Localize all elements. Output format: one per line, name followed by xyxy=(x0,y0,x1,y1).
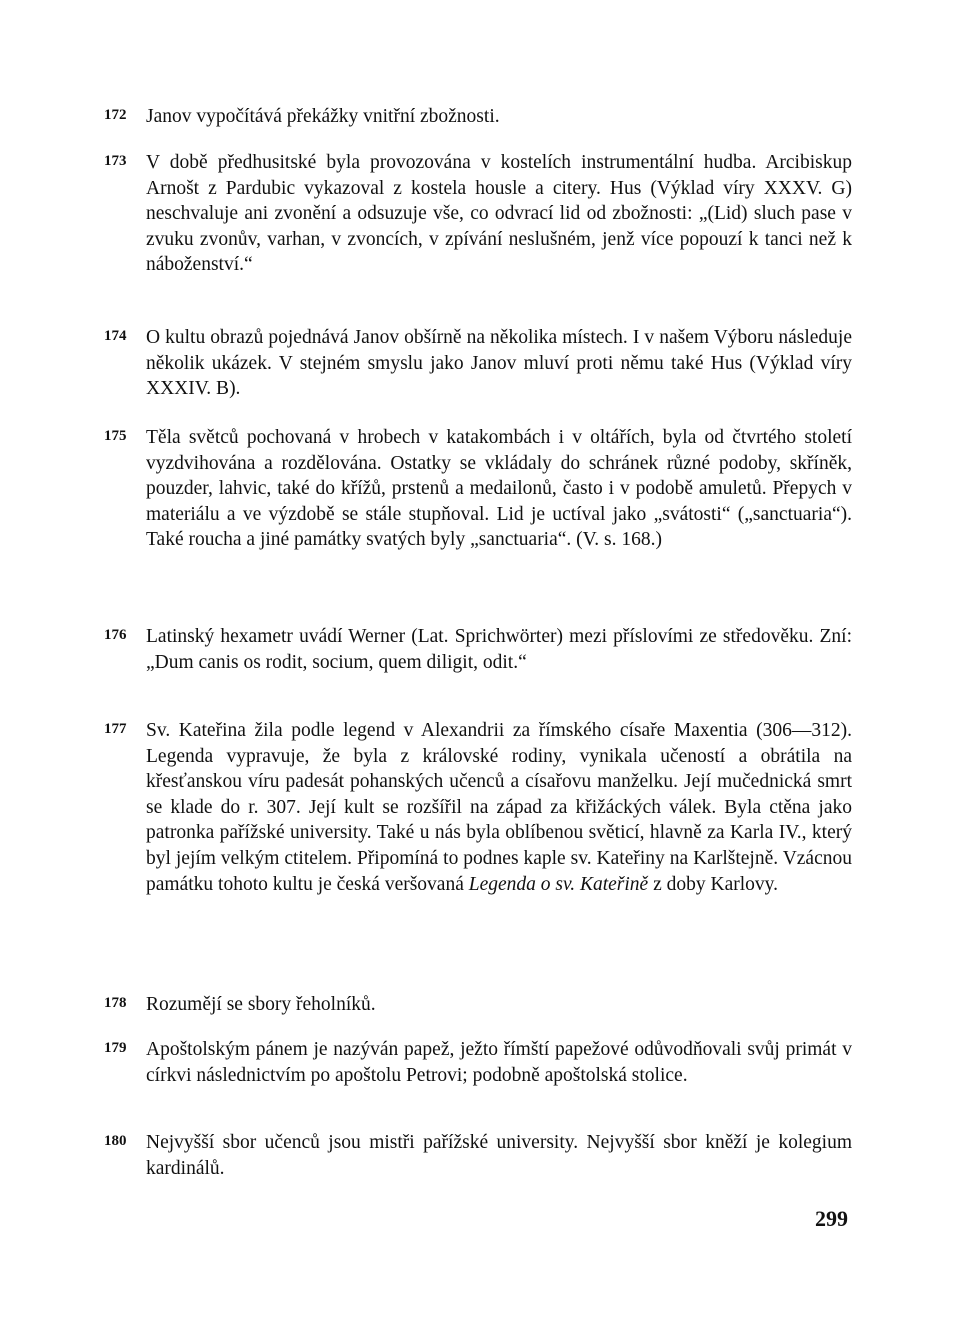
footnote-179 xyxy=(104,1037,854,1088)
footnote-180 xyxy=(104,1130,854,1181)
legend-title: Legenda o sv. Kateřině xyxy=(468,873,649,895)
footnote-173 xyxy=(104,150,854,278)
footnote-number: 174 xyxy=(104,328,127,344)
footnote-number: 180 xyxy=(104,1133,127,1149)
footnote-174 xyxy=(104,325,854,402)
footnote-text: O kultu obrazů pojednává Janov obšírně na několika místech. I v našem Výboru následuje několik ukázek. V stejném smyslu jako Janov mluví proti němu také Hus (Výklad víry XXXIV. B). xyxy=(146,327,852,400)
footnote-number: 172 xyxy=(104,107,127,123)
footnote-177 xyxy=(104,718,854,897)
footnote-number: 178 xyxy=(104,995,127,1011)
footnote-number: 176 xyxy=(104,627,127,643)
footnote-178 xyxy=(104,992,854,1018)
footnote-text-main: Sv. Kateřina žila podle legend v Alexandrii za římského císaře Maxentia (306—312). Legenda vypravuje, že byla z královské rodiny, vynikala učeností a obrátila na křesťanskou víru padesát pohanských učenců a císařovu manželku. Její mučednická smrt se klade do r. 307. Její kult se rozšířil na západ za křižáckých válek. Byla ctěna jako patronka pařížské university. Také u nás byla oblíbenou světicí, hlavně za Karla IV., který byl jejím velkým ctitelem. Připomíná to podnes kaple sv. Kateřiny na Karlštejně. Vzácnou památku tohoto kultu je česká veršovaná xyxy=(146,720,852,895)
footnote-172 xyxy=(104,104,854,130)
footnote-text: Latinský hexametr uvádí Werner (Lat. Sprichwörter) mezi příslovími ze středověku. Zní: „Dum canis os rodit, socium, quem diligit, odit.“ xyxy=(146,626,852,673)
footnote-number: 177 xyxy=(104,721,127,737)
footnote-text: Rozumějí se sbory řeholníků. xyxy=(146,994,376,1015)
footnote-text xyxy=(146,718,852,897)
footnote-175 xyxy=(104,425,854,553)
footnote-number: 173 xyxy=(104,153,127,169)
footnote-text: Janov vypočítává překážky vnitřní zbožnosti. xyxy=(146,106,500,127)
page-number: 299 xyxy=(815,1206,848,1231)
footnote-text-tail: z doby Karlovy. xyxy=(648,873,778,895)
footnote-number: 179 xyxy=(104,1040,127,1056)
footnote-text: Nejvyšší sbor učenců jsou mistři pařížské university. Nejvyšší sbor kněží je kolegium kardinálů. xyxy=(146,1132,852,1179)
footnote-176 xyxy=(104,624,854,675)
footnote-text: V době předhusitské byla provozována v kostelích instrumentální hudba. Arcibiskup Arnošt z Pardubic vykazoval z kostela housle a citery. Hus (Výklad víry XXXV. G) neschvaluje ani zvonění a odsuzuje vše, co odvrací lid od zbožnosti: „(Lid) sluch pase v zvuku zvonův, varhan, v zvoncích, v zpívání neslušném, jenž více popouzí k tanci než k náboženství.“ xyxy=(146,152,852,276)
footnote-text: Apoštolským pánem je nazýván papež, ježto římští papežové odůvodňovali svůj primát v církvi následnictvím po apoštolu Petrovi; podobně apoštolská stolice. xyxy=(146,1039,852,1086)
footnote-text: Těla světců pochovaná v hrobech v katakombách i v oltářích, byla od čtvrtého století vyzdvihována a rozdělována. Ostatky se vkládaly do schránek různé podoby, skříněk, pouzder, lahvic, také do křížů, prstenů a medailonů, často i v podobě amuletů. Přepych v materiálu a ve výzdobě se stále stupňoval. Lid je uctíval jako „svátosti“ („sanctuaria“). Také roucha a jiné památky svatých byly „sanctuaria“. (V. s. 168.) xyxy=(146,427,852,551)
footnote-number: 175 xyxy=(104,428,127,444)
